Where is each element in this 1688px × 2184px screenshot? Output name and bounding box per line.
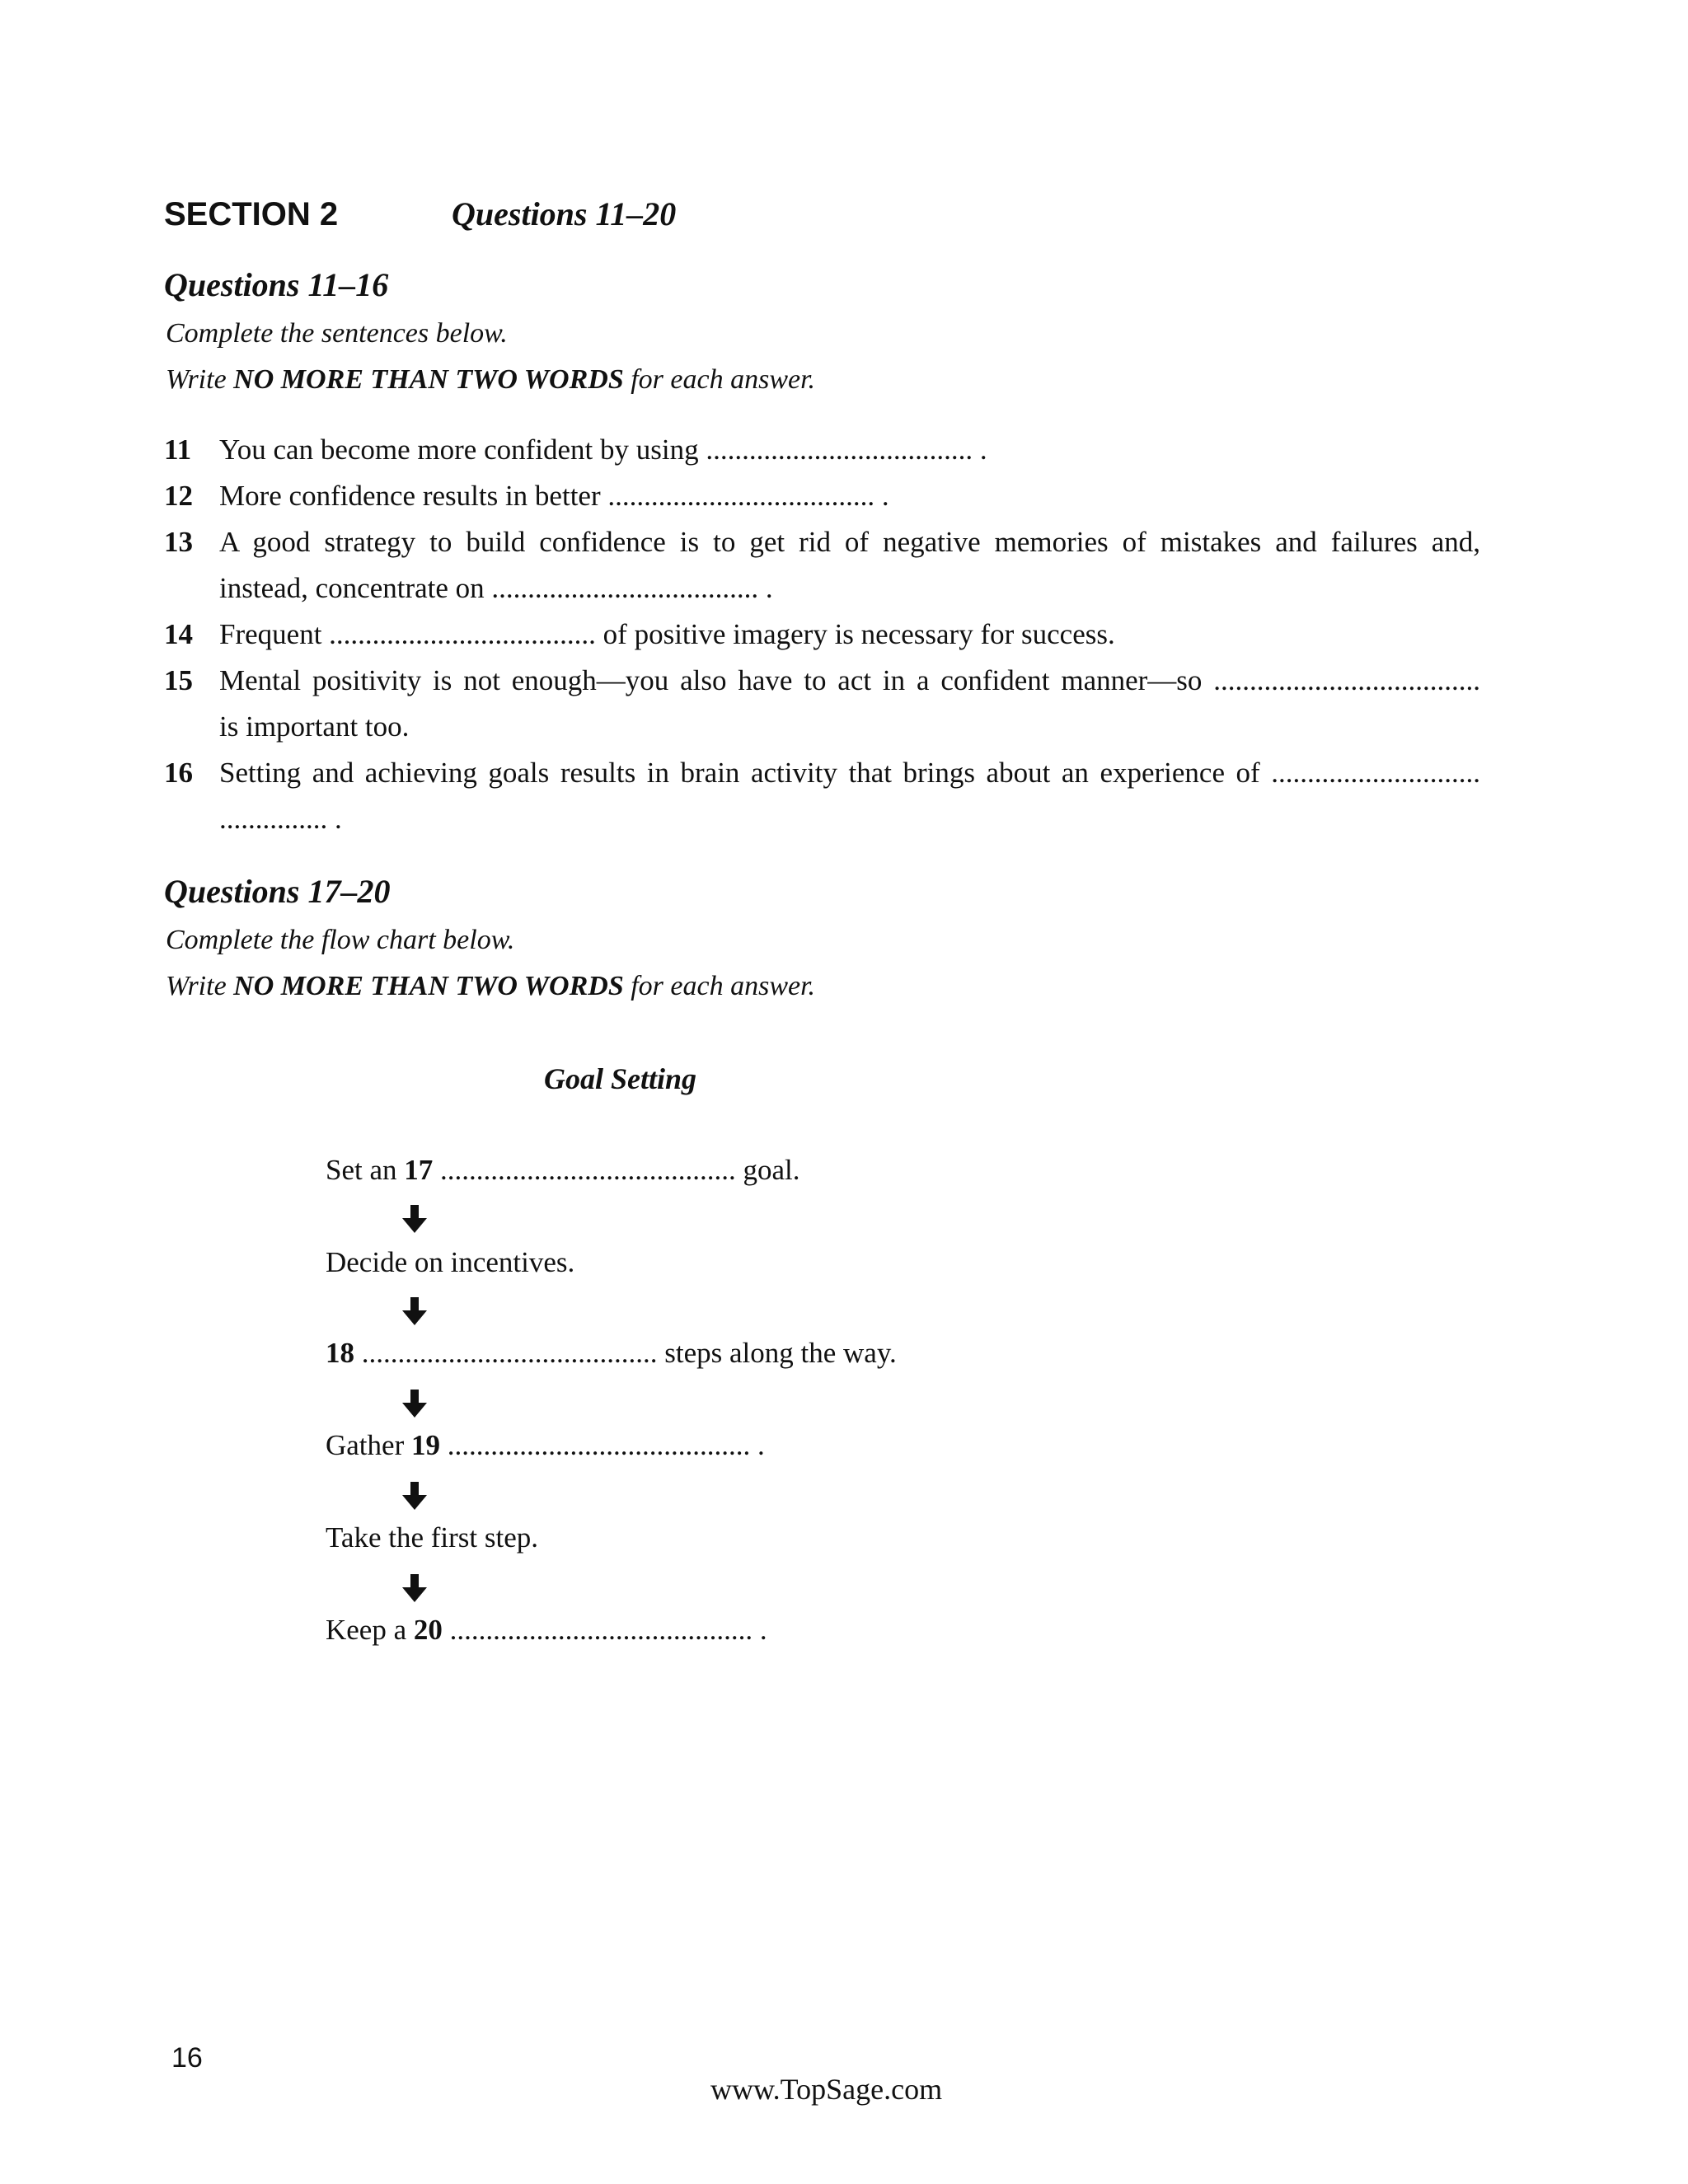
down-arrow-icon [402, 1205, 427, 1233]
question-text: You can become more confident by using ..................................... . [219, 434, 987, 466]
flow-step-first-step: Take the first step. [326, 1521, 539, 1554]
flow-chart-title: Goal Setting [544, 1062, 697, 1095]
flow-step-19: Gather 19 .......................................... . [326, 1429, 765, 1461]
part1-instruction-1: Complete the sentences below. [166, 318, 508, 349]
down-arrow-icon [402, 1297, 427, 1325]
question-text-continuation: is important too. [219, 710, 410, 743]
flow-step-incentives: Decide on incentives. [326, 1246, 575, 1278]
question-text: More confidence results in better ..................................... . [219, 480, 889, 512]
down-arrow-icon [402, 1574, 427, 1602]
page-number: 16 [171, 2042, 203, 2074]
part1-instruction-2: Write NO MORE THAN TWO WORDS for each answer. [166, 364, 816, 395]
question-text: A good strategy to build confidence is to get rid of negative memories of mistakes and failures and, [219, 526, 1480, 558]
part2-instruction-1: Complete the flow chart below. [166, 925, 515, 955]
flow-step-18: 18 ......................................... steps along the way. [326, 1337, 897, 1369]
flow-step-20: Keep a 20 .......................................... . [326, 1614, 767, 1646]
section-label: SECTION 2 [164, 196, 339, 232]
question-text-continuation: ............... . [219, 803, 342, 835]
question-text: Setting and achieving goals results in brain activity that brings about an experience of ............................. [219, 757, 1480, 789]
question-text: Mental positivity is not enough—you also have to act in a confident manner—so ..................................... [219, 664, 1480, 696]
question-number: 15 [164, 664, 193, 696]
question-number: 11 [164, 434, 192, 466]
part2-title: Questions 17–20 [164, 873, 391, 910]
part2-instruction-2: Write NO MORE THAN TWO WORDS for each answer. [166, 971, 816, 1001]
question-text-continuation: instead, concentrate on ..................................... . [219, 572, 773, 604]
question-number: 12 [164, 480, 193, 512]
down-arrow-icon [402, 1390, 427, 1418]
question-number: 14 [164, 618, 193, 650]
down-arrow-icon [402, 1482, 427, 1510]
footer-url: www.TopSage.com [710, 2073, 943, 2106]
question-number: 13 [164, 526, 193, 558]
question-number: 16 [164, 757, 193, 789]
question-text: Frequent ..................................... of positive imagery is necessary for success. [219, 618, 1115, 650]
flow-step-17: Set an 17 ......................................... goal. [326, 1154, 800, 1186]
part1-title: Questions 11–16 [164, 266, 389, 303]
section-range: Questions 11–20 [452, 195, 677, 232]
